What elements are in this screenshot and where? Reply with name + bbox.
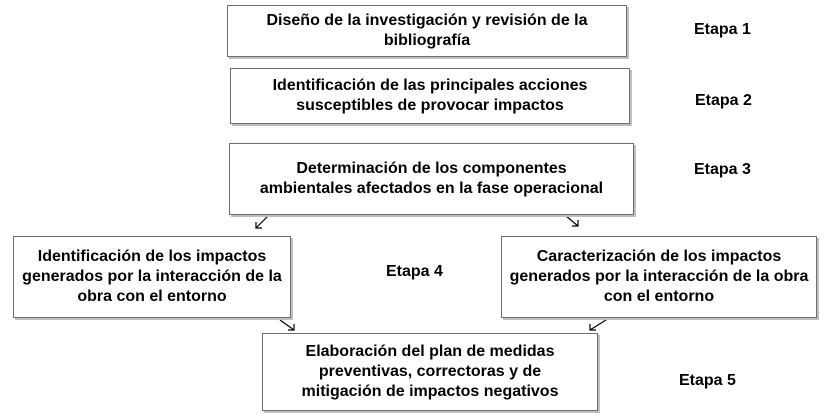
etapa-4-label: Etapa 4 [386, 263, 443, 280]
step-2-box [230, 68, 630, 124]
step-4a-text: Identificación de los impactos generados por la interacción de la obra con el entorno [22, 248, 282, 305]
step-1-box [227, 5, 627, 57]
step-3-box [229, 143, 634, 215]
edge-step4a-to-step5 [280, 320, 294, 330]
edge-step3-to-step4a [256, 216, 268, 228]
etapa-1-label: Etapa 1 [694, 21, 751, 38]
step-5-box [262, 333, 598, 411]
step-4a-box [13, 236, 291, 318]
step-1-text: Diseño de la investigación y revisión de la bibliografía [266, 12, 588, 49]
step-4b-text: Caracterización de los impactos generados por la interacción de la obra con el entorno [509, 248, 809, 305]
step-4b-box [501, 236, 817, 318]
etapa-3-label: Etapa 3 [694, 161, 751, 178]
step-2-text: Identificación de las principales acciones susceptibles de provocar impactos [272, 77, 588, 114]
etapa-5-label: Etapa 5 [679, 372, 736, 389]
step-3-text: Determinación de los componentes ambientales afectados en la fase operacional [259, 160, 604, 197]
etapa-2-label: Etapa 2 [695, 92, 752, 109]
edge-step4b-to-step5 [590, 320, 606, 330]
step-5-text: Elaboración del plan de medidas preventivas, correctoras y de mitigación de impactos negativos [301, 343, 559, 400]
edge-step3-to-step4b [566, 216, 578, 226]
